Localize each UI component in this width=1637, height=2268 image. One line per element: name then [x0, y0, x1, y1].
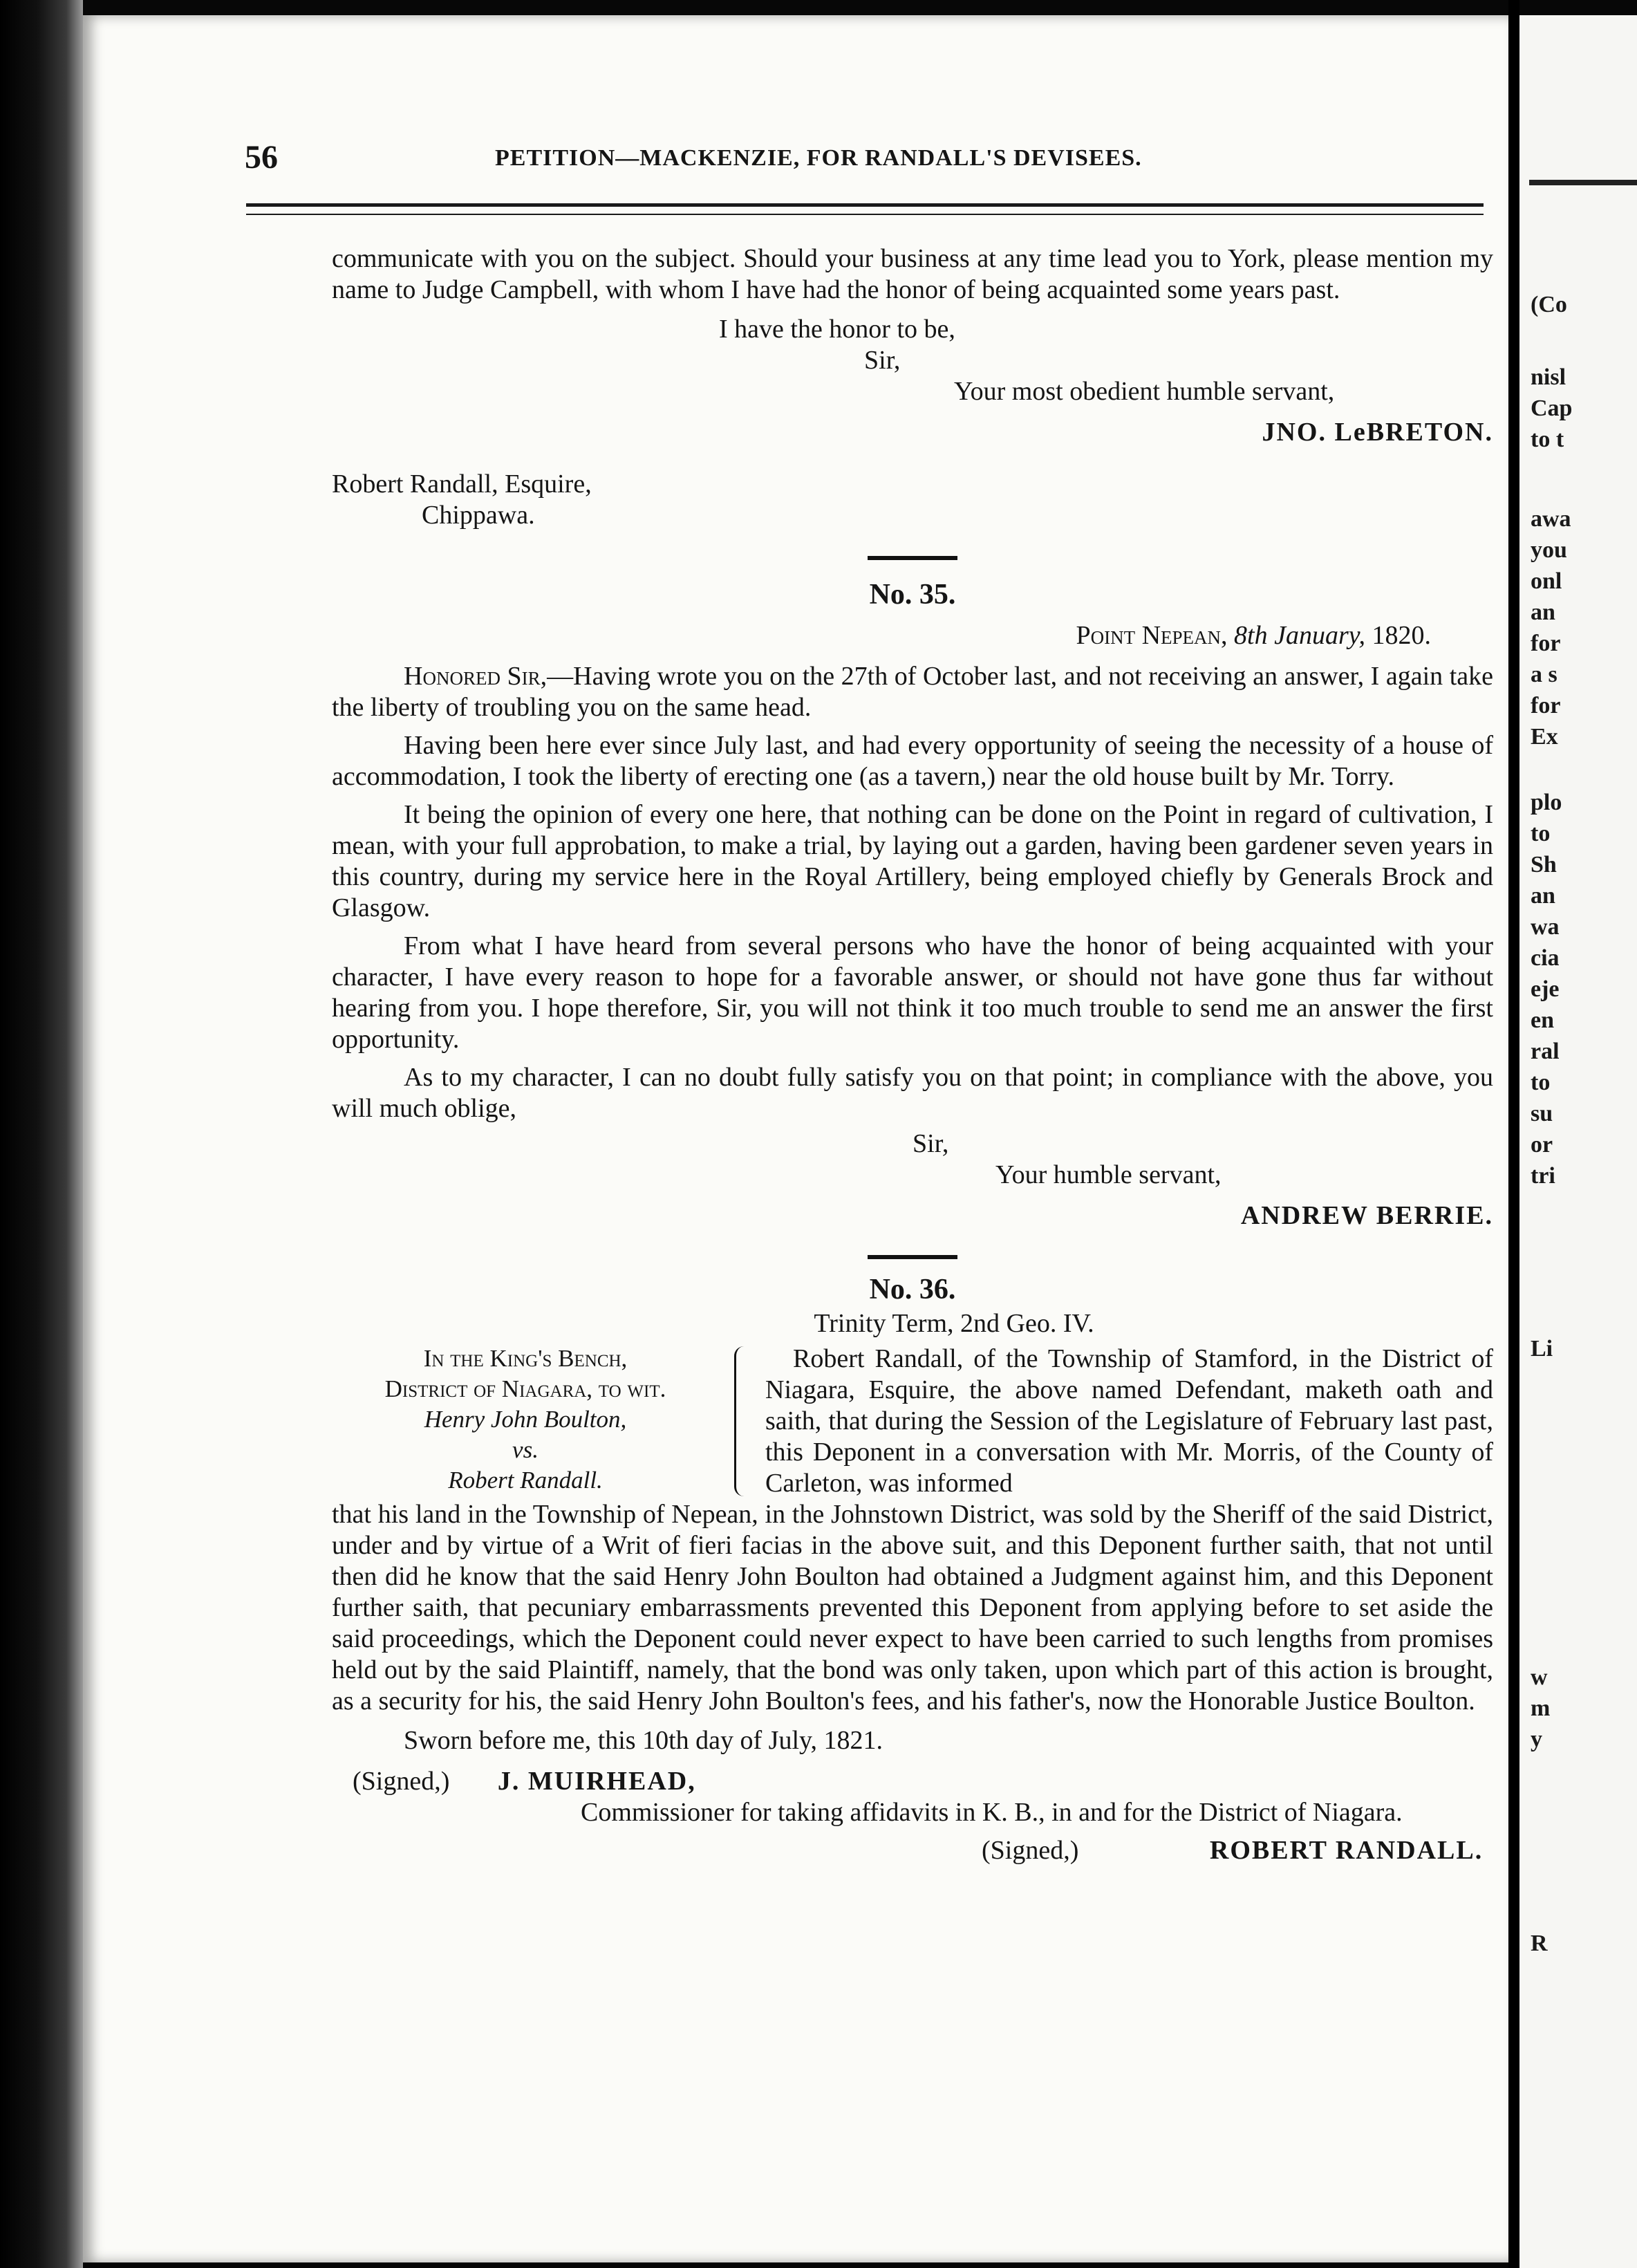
document-number: No. 35.	[869, 579, 956, 611]
adjacent-page-word: onl	[1531, 568, 1562, 594]
letter-34-ending	[332, 243, 1493, 531]
case-caption	[332, 1344, 719, 1499]
dateline-year: 1820.	[1372, 621, 1431, 650]
letter-paragraph: Having been here ever since July last, and had every opportunity of seeing the necessity of a house of accommodation, I took the liberty of erecting one (as a tavern,) near the old house built by Mr. Torry.	[332, 731, 1493, 791]
signed-label: (Signed,)	[353, 1767, 450, 1796]
adjacent-page-rule	[1529, 180, 1637, 185]
greeting: Honored Sir,	[404, 662, 548, 691]
plaintiff-name: Henry John Boulton,	[424, 1406, 627, 1433]
adjacent-page-word: to	[1531, 1070, 1551, 1095]
adjacent-page-word: en	[1531, 1007, 1554, 1033]
adjacent-page-word: a s	[1531, 662, 1558, 687]
signature: ANDREW BERRIE.	[1240, 1201, 1493, 1230]
deponent-signature: ROBERT RANDALL.	[1209, 1836, 1484, 1865]
caption-brace	[734, 1346, 760, 1496]
running-title: PETITION—MACKENZIE, FOR RANDALL'S DEVISEES.	[495, 145, 1142, 171]
adjacent-page-word: awa	[1531, 506, 1571, 532]
adjacent-page-word: cia	[1531, 945, 1560, 971]
jurat: Sworn before me, this 10th day of July, 1821.	[404, 1726, 883, 1755]
adjacent-page-word: R	[1531, 1931, 1548, 1956]
adjacent-page-word: eje	[1531, 976, 1560, 1002]
signature: JNO. LeBRETON.	[1262, 418, 1493, 447]
case-caption-block	[332, 1344, 1493, 1499]
adjacent-page-fragment	[1519, 15, 1637, 2268]
adjacent-page-word: tri	[1531, 1163, 1555, 1189]
section-separator	[868, 556, 957, 560]
header-rule	[246, 203, 1484, 215]
adjacent-page-word: an	[1531, 599, 1555, 625]
document-body	[332, 243, 1493, 1866]
adjacent-page-word: ral	[1531, 1039, 1560, 1064]
letter-paragraph: As to my character, I can no doubt fully satisfy you on that point; in compliance with the above, you will much oblige,	[332, 1063, 1493, 1123]
versus: vs.	[512, 1436, 539, 1463]
book-gutter	[1508, 0, 1519, 2268]
adjacent-page-word: for	[1531, 631, 1561, 656]
book-page	[83, 15, 1508, 2262]
complimentary-close: Your humble servant,	[995, 1160, 1222, 1189]
adjacent-page-word: an	[1531, 883, 1555, 909]
affidavit-36	[332, 1274, 1493, 1866]
adjacent-page-word: Sh	[1531, 852, 1557, 877]
commissioner-title: Commissioner for taking affidavits in K. B., in and for the District of Niagara.	[581, 1798, 1403, 1827]
adjacent-page-word: plo	[1531, 790, 1562, 815]
page-header	[83, 138, 1508, 180]
court-name: In the King's Bench,	[423, 1345, 628, 1372]
adjacent-page-word: for	[1531, 693, 1561, 718]
adjacent-page-word: w	[1531, 1664, 1548, 1690]
adjacent-page-word: nisl	[1531, 364, 1566, 390]
letter-paragraph: communicate with you on the subject. Should your business at any time lead you to York, please mention my name to Judge Campbell, with whom I have had the honor of being acquainted some years past.	[332, 244, 1493, 304]
letter-paragraph: It being the opinion of every one here, that nothing can be done on the Point in regard of cultivation, I mean, with your full approbation, to make a trial, by laying out a garden, having been gardener seven years in this country, during my service here in the Royal Artillery, being employed chiefly by Generals Brock and Glasgow.	[332, 800, 1493, 922]
adjacent-page-word: wa	[1531, 914, 1560, 940]
salutation-sir: Sir,	[913, 1129, 949, 1158]
dateline-date: 8th January,	[1234, 621, 1365, 650]
commissioner-name: J. MUIRHEAD,	[497, 1767, 696, 1796]
adjacent-page-word: Li	[1531, 1336, 1553, 1361]
adjacent-page-word: Cap	[1531, 396, 1573, 421]
complimentary-close: Your most obedient humble servant,	[954, 377, 1335, 406]
adjacent-page-word: to	[1531, 821, 1551, 846]
letter-paragraph	[332, 661, 1493, 723]
court-district: District of Niagara, to wit.	[384, 1375, 666, 1402]
document-number: No. 36.	[869, 1274, 956, 1305]
affidavit-opening: Robert Randall, of the Township of Stamford, in the District of Niagara, Esquire, the above named Defendant, maketh oath and saith, that during the Session of the Legislature of February last past, this Deponent in a conversation with Mr. Morris, of the County of Carleton, was informed	[765, 1344, 1493, 1498]
salutation-sir: Sir,	[864, 346, 901, 375]
adjacent-page-word: (Co	[1531, 292, 1567, 317]
adjacent-page-word: Ex	[1531, 724, 1558, 750]
adjacent-page-word: you	[1531, 537, 1567, 563]
salutation: I have the honor to be,	[719, 315, 955, 344]
signed-label: (Signed,)	[982, 1836, 1079, 1865]
court-term: Trinity Term, 2nd Geo. IV.	[814, 1309, 1094, 1338]
commissioner-line	[332, 1766, 1493, 1797]
dateline-place: Point Nepean,	[1076, 621, 1228, 650]
adjacent-page-word: su	[1531, 1101, 1553, 1126]
affidavit-body: that his land in the Township of Nepean, in the Johnstown District, was sold by the Sheriff of the said District, under and by virtue of a Writ of fieri facias in the above suit, and this Deponent further saith, that not until then did he know that the said Henry John Boulton had obtained a Judgment against him, and this Deponent further saith, that pecuniary embarrassments prevented this Deponent from applying before to set aside the said proceedings, which the Deponent could never expect to have been carried to such lengths from promises held out by the said Plaintiff, namely, that the bond was only taken, upon which part of this action is brought, as a security for his, the said Henry John Boulton's fees, and his father's, now the Honorable Justice Boulton.	[332, 1500, 1493, 1716]
letter-dateline	[332, 620, 1493, 651]
adjacent-page-word: to t	[1531, 427, 1564, 452]
letter-35	[332, 579, 1493, 1231]
deponent-signature-line	[332, 1835, 1493, 1866]
paragraph-text: —Having wrote you on the 27th of October last, and not receiving an answer, I again take the liberty of troubling you on the same head.	[332, 662, 1493, 722]
defendant-name: Robert Randall.	[448, 1467, 603, 1494]
adjacent-page-word: or	[1531, 1132, 1553, 1158]
addressee-name: Robert Randall, Esquire,	[332, 470, 592, 499]
page-number: 56	[245, 139, 278, 176]
section-separator	[868, 1255, 957, 1259]
scan-left-edge	[0, 0, 83, 2268]
addressee-place: Chippawa.	[422, 501, 535, 530]
letter-paragraph: From what I have heard from several persons who have the honor of being acquainted with your character, I have every reason to hope for a favorable answer, or should not have gone thus far without hearing from you. I hope therefore, Sir, you will not think it too much trouble to send me an answer the first opportunity.	[332, 931, 1493, 1054]
adjacent-page-word: y	[1531, 1727, 1542, 1752]
adjacent-page-word: m	[1531, 1695, 1551, 1721]
